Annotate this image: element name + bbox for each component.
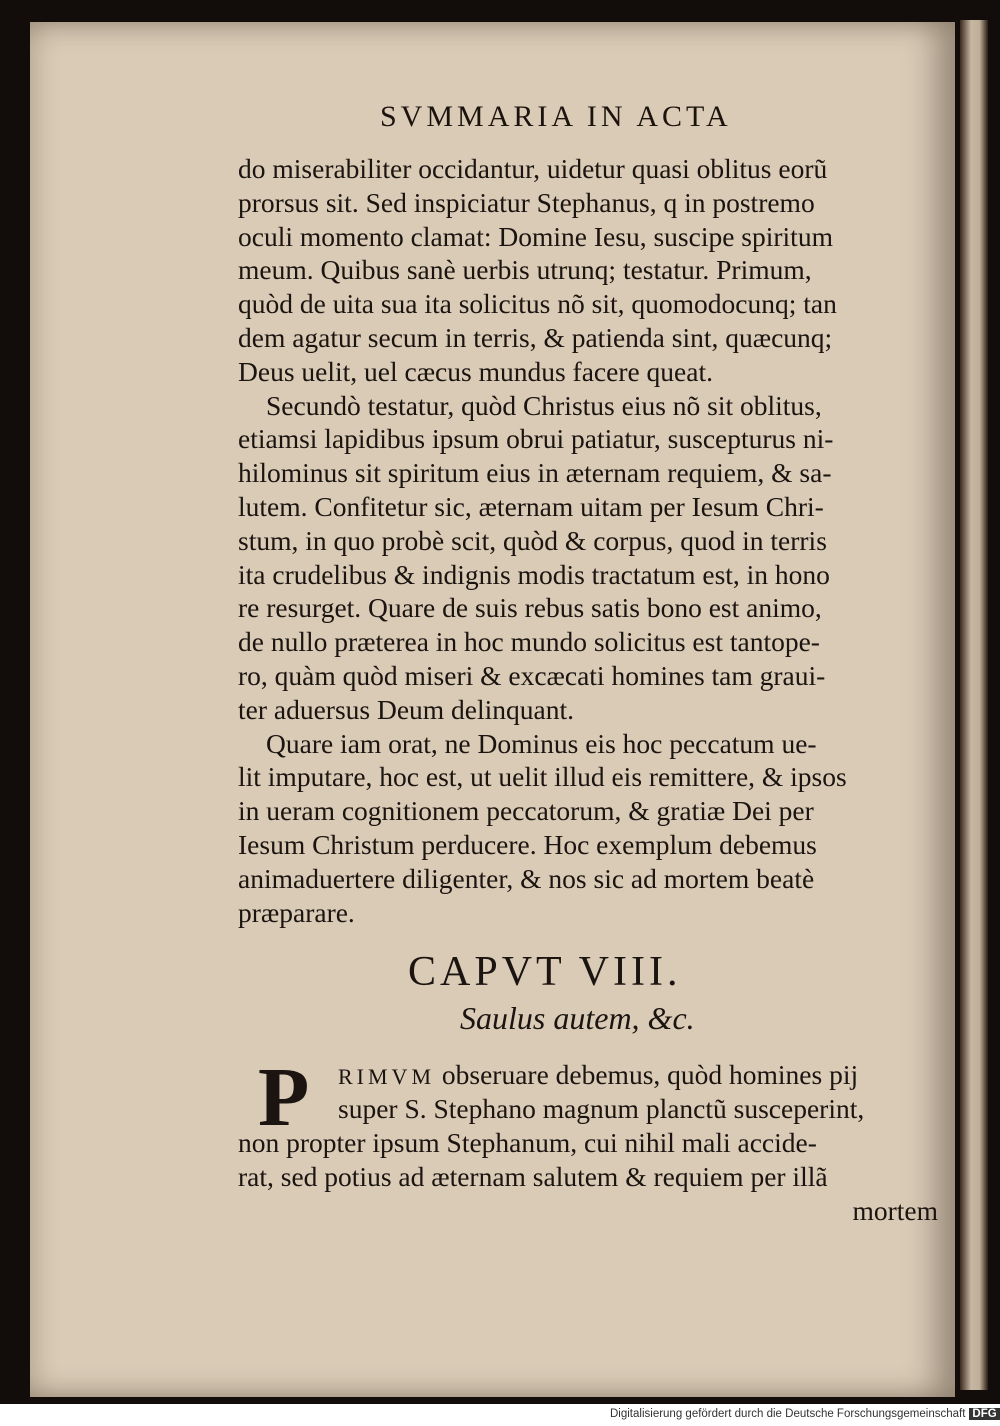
- text-line: lutem. Confitetur sic, æternam uitam per Iesum Chri-: [238, 490, 824, 522]
- footer-credit: [610, 1408, 995, 1424]
- page-edge: [960, 20, 988, 1390]
- text-line: prorsus sit. Sed inspiciatur Stephanus, q in postremo: [238, 186, 815, 218]
- text-line: rat, sed potius ad æternam salutem & requiem per illã: [238, 1161, 828, 1192]
- text-line: Secundò testatur, quòd Christus eius nõ sit oblitus,: [266, 389, 822, 421]
- text-line: de nullo præterea in hoc mundo solicitus est tantope-: [238, 626, 820, 658]
- text-line: dem agatur secum in terris, & patienda sint, quæcunq;: [238, 321, 833, 353]
- text-line: oculi momento clamat: Domine Iesu, suscipe spiritum: [238, 220, 833, 252]
- catchword: mortem: [852, 1195, 938, 1226]
- text-line: hilominus sit spiritum eius in æternam requiem, & sa-: [238, 457, 832, 489]
- text-line: ter aduersus Deum delinquant.: [238, 693, 575, 725]
- text-line-rest: obseruare debemus, quòd homines pij: [435, 1059, 859, 1090]
- text-line: etiamsi lapidibus ipsum obrui patiatur, suscepturus ni-: [238, 423, 834, 455]
- chapter-subtitle: Saulus autem, &c.: [460, 1000, 695, 1036]
- text-line: super S. Stephano magnum planctũ susceperint,: [338, 1093, 865, 1124]
- text-line: do miserabiliter occidantur, uidetur quasi oblitus eorũ: [238, 153, 828, 184]
- chapter-text: [238, 1051, 938, 1228]
- drop-cap: P: [258, 1051, 310, 1144]
- text-line: Deus uelit, uel cæcus mundus facere queat.: [238, 355, 713, 387]
- paragraph-3: [238, 727, 938, 930]
- main-text: [238, 152, 938, 929]
- text-line: meum. Quibus sanè uerbis utrunq; testatur. Primum,: [238, 254, 812, 286]
- dfg-logo: DFG: [969, 1408, 999, 1420]
- first-word: RIMVM: [338, 1064, 436, 1089]
- text-line: [238, 1058, 938, 1092]
- paragraph-2: [238, 389, 938, 727]
- text-line: in ueram cognitionem peccatorum, & gratiæ Dei per: [238, 795, 814, 827]
- text-line: lit imputare, hoc est, ut uelit illud eis remittere, & ipsos: [238, 761, 847, 793]
- text-line: Quare iam orat, ne Dominus eis hoc peccatum ue-: [266, 727, 817, 759]
- text-line: re resurget. Quare de suis rebus satis bono est animo,: [238, 592, 822, 624]
- text-line: animaduertere diligenter, & nos sic ad mortem beatè: [238, 862, 815, 894]
- text-line: Iesum Christum perducere. Hoc exemplum debemus: [238, 828, 817, 860]
- text-line: quòd de uita sua ita solicitus nõ sit, quomodocunq; tan: [238, 288, 837, 320]
- paragraph-1: [238, 152, 938, 389]
- running-head: SVMMARIA IN ACTA: [380, 100, 732, 133]
- text-line: ita crudelibus & indignis modis tractatum est, in hono: [238, 558, 830, 590]
- text-line: non propter ipsum Stephanum, cui nihil mali accide-: [238, 1127, 817, 1158]
- text-line: præparare.: [238, 896, 355, 928]
- text-line: ro, quàm quòd miseri & excæcati homines tam graui-: [238, 659, 826, 691]
- footer-text: Digitalisierung gefördert durch die Deutsche Forschungsgemeinschaft: [610, 1408, 966, 1420]
- text-line: stum, in quo probè scit, quòd & corpus, quod in terris: [238, 524, 827, 556]
- chapter-title: CAPVT VIII.: [408, 949, 682, 995]
